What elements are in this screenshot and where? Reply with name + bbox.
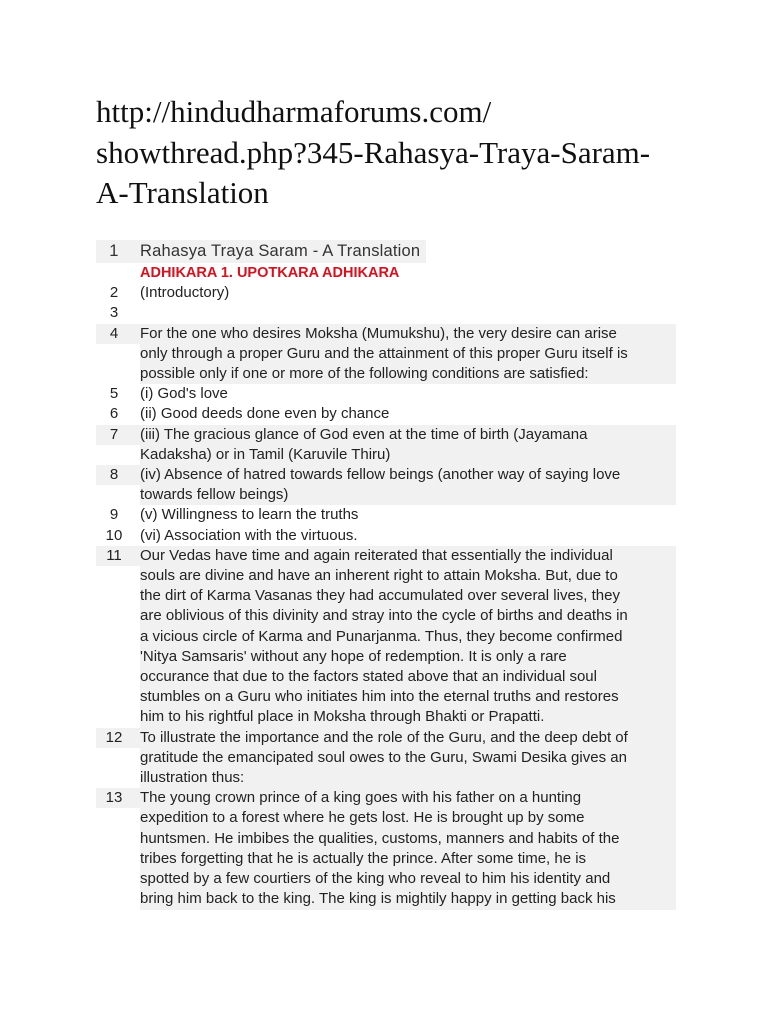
text-line: souls are divine and have an inherent right to attain Moksha. But, due to (140, 567, 618, 585)
text-line: 'Nitya Samsaris' without any hope of redemption. It is only a rare (140, 647, 567, 665)
text-line: the dirt of Karma Vasanas they had accumulated over several lives, they (140, 587, 620, 605)
table-row (96, 384, 676, 404)
line-number: 5 (109, 385, 119, 403)
text-line: (ii) Good deeds done even by chance (140, 405, 390, 423)
text-line: (Introductory) (140, 284, 230, 302)
text-line: (iv) Absence of hatred towards fellow beings (another way of saying love (140, 466, 621, 484)
document-title-row (96, 240, 676, 263)
url-line: A-Translation (96, 175, 269, 210)
row-text (140, 505, 676, 525)
line-number: 2 (109, 284, 119, 302)
text-line: are oblivious of this divinity and stray into the cycle of births and deaths in (140, 607, 628, 625)
text-line: For the one who desires Moksha (Mumukshu), the very desire can arise (140, 324, 617, 342)
row-text (140, 404, 676, 424)
line-number: 3 (109, 304, 119, 322)
table-row (96, 546, 676, 728)
table-row (96, 303, 676, 323)
row-text (140, 384, 676, 404)
line-number: 10 (105, 526, 123, 544)
text-line: (i) God's love (140, 385, 228, 403)
table-row (96, 505, 676, 525)
url-line: http://hindudharmaforums.com/ (96, 94, 492, 129)
table-row (96, 404, 676, 424)
table-row (96, 465, 676, 505)
line-number: 8 (96, 465, 140, 485)
line-number: 13 (96, 788, 140, 808)
text-line: (iii) The gracious glance of God even at the time of birth (Jayamana (140, 425, 588, 443)
line-number: 7 (96, 425, 140, 445)
row-text (140, 526, 676, 546)
text-line: stumbles on a Guru who initiates him into the eternal truths and restores (140, 688, 619, 706)
text-line: only through a proper Guru and the attainment of this proper Guru itself is (140, 344, 628, 362)
row-text (140, 303, 676, 323)
section-heading-row (96, 263, 676, 283)
document-title: Rahasya Traya Saram - A Translation (140, 240, 426, 263)
line-number: 6 (109, 405, 119, 423)
text-line: (v) Willingness to learn the truths (140, 506, 359, 524)
text-line: bring him back to the king. The king is mightily happy in getting back his (140, 890, 616, 908)
text-line: a vicious circle of Karma and Punarjanma. Thus, they become confirmed (140, 627, 623, 645)
table-row (96, 788, 676, 909)
text-line: him to his rightful place in Moksha through Bhakti or Prapatti. (140, 708, 545, 726)
row-text (140, 788, 676, 909)
row-text (140, 465, 676, 505)
row-text (140, 283, 676, 303)
table-row (96, 425, 676, 465)
text-line: illustration thus: (140, 769, 245, 787)
line-number: 4 (96, 324, 140, 344)
line-number: 12 (96, 728, 140, 748)
numbered-rows (96, 283, 676, 909)
text-line: possible only if one or more of the following conditions are satisfied: (140, 365, 589, 383)
row-text (140, 546, 676, 728)
row-text (140, 324, 676, 385)
text-line (140, 303, 676, 323)
line-number: 1 (96, 240, 140, 263)
row-text (140, 728, 676, 789)
table-row (96, 324, 676, 385)
url-line: showthread.php?345-Rahasya-Traya-Saram- (96, 134, 651, 170)
text-line: The young crown prince of a king goes with his father on a hunting (140, 789, 582, 807)
text-line: expedition to a forest where he gets lost. He is brought up by some (140, 809, 585, 827)
text-line: gratitude the emancipated soul owes to the Guru, Swami Desika gives an (140, 748, 627, 766)
text-line: To illustrate the importance and the role of the Guru, and the deep debt of (140, 728, 628, 746)
table-row (96, 283, 676, 303)
text-line: spotted by a few courtiers of the king who reveal to him his identity and (140, 870, 611, 888)
line-number: 11 (96, 546, 140, 566)
text-line: towards fellow beings) (140, 486, 289, 504)
text-line: occurance that due to the factors stated above that an individual soul (140, 668, 597, 686)
document-body (96, 240, 676, 910)
line-number: 9 (109, 506, 119, 524)
section-heading: ADHIKARA 1. UPOTKARA ADHIKARA (140, 265, 400, 281)
text-line: tribes forgetting that he is actually the prince. After some time, he is (140, 849, 587, 867)
text-line: Our Vedas have time and again reiterated that essentially the individual (140, 546, 613, 564)
table-row (96, 526, 676, 546)
text-line: (vi) Association with the virtuous. (140, 526, 358, 544)
row-text (140, 425, 676, 465)
source-url[interactable] (96, 92, 736, 214)
text-line: huntsmen. He imbibes the qualities, customs, manners and habits of the (140, 829, 620, 847)
text-line: Kadaksha) or in Tamil (Karuvile Thiru) (140, 445, 391, 463)
table-row (96, 728, 676, 789)
